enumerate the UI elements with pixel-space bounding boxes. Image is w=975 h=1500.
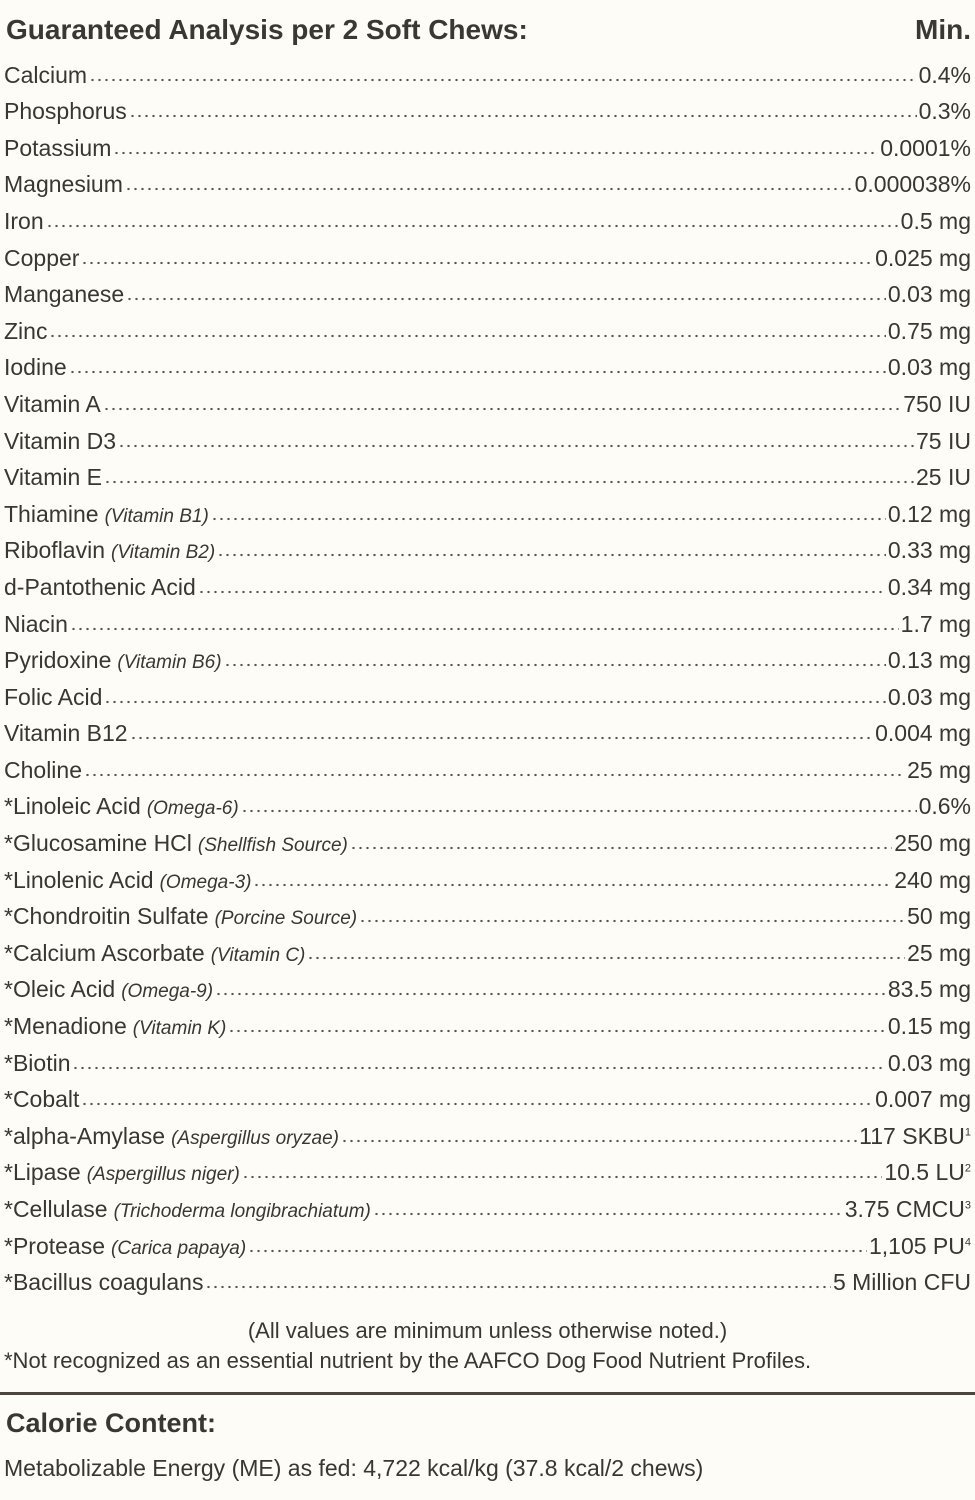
- nutrient-row: [4, 894, 971, 931]
- dot-leader: [113, 150, 878, 156]
- unit-footnote-marker: 3: [964, 1199, 971, 1212]
- nutrient-qualifier: (Vitamin B2): [111, 542, 216, 564]
- nutrient-row: [4, 1186, 971, 1223]
- nutrient-value-text: 0.75 mg: [887, 317, 971, 344]
- nutrient-value-text: 1,105 PU: [868, 1232, 965, 1259]
- nutrient-value: [875, 722, 971, 745]
- nutrient-value: [907, 756, 971, 783]
- dot-leader: [241, 808, 917, 814]
- dot-leader: [69, 369, 886, 375]
- nutrient-value-text: 0.000038%: [854, 171, 971, 198]
- nutrient-qualifier: (Porcine Source): [214, 908, 358, 930]
- nutrient-name: *Cellulase: [4, 1196, 108, 1222]
- nutrient-name: Niacin: [4, 610, 68, 637]
- nutrient-value: [887, 500, 971, 527]
- nutrient-name: Thiamine: [4, 500, 99, 527]
- min-column-label: Min.: [915, 14, 971, 45]
- nutrient-qualifier: (Aspergillus niger): [86, 1164, 240, 1186]
- nutrient-value-text: 0.007 mg: [875, 1086, 971, 1113]
- dot-leader: [103, 406, 901, 412]
- nutrient-row: [4, 601, 971, 638]
- dot-leader: [89, 77, 916, 83]
- nutrient-value: [887, 573, 971, 600]
- nutrient-value-text: 117 SKBU: [859, 1122, 965, 1149]
- section-divider: [0, 1392, 975, 1395]
- nutrient-value: [868, 1232, 971, 1259]
- nutrient-qualifier: (Aspergillus oryzae): [171, 1127, 339, 1149]
- dot-leader: [130, 735, 874, 741]
- nutrient-qualifier: (Vitamin C): [210, 944, 306, 966]
- nutrient-name: Riboflavin: [4, 537, 105, 564]
- nutrient-row: [4, 235, 971, 272]
- nutrient-row: [4, 674, 971, 711]
- nutrient-value-text: 0.03 mg: [887, 354, 971, 381]
- nutrient-value-text: 3.75 CMCU: [844, 1196, 965, 1222]
- nutrient-row: [4, 1223, 971, 1260]
- nutrient-name: Iodine: [4, 354, 67, 381]
- nutrient-name: *Protease: [4, 1232, 106, 1259]
- dot-leader: [373, 1211, 843, 1217]
- nutrient-name: Iron: [4, 207, 44, 234]
- nutrient-value-text: 0.004 mg: [875, 720, 971, 747]
- nutrient-name: Potassium: [4, 134, 112, 161]
- dot-leader: [104, 479, 914, 485]
- dot-leader: [129, 113, 917, 119]
- nutrient-name: Vitamin D3: [4, 427, 117, 454]
- nutrient-value: [894, 832, 971, 855]
- nutrient-value: [900, 610, 971, 637]
- dot-leader: [46, 223, 899, 229]
- nutrient-value: [855, 173, 971, 196]
- nutrient-value-text: 750 IU: [903, 390, 971, 417]
- nutrient-row: [4, 820, 971, 857]
- nutrient-row: [4, 784, 971, 821]
- nutrient-value: [918, 61, 971, 88]
- nutrient-name: Zinc: [4, 317, 48, 344]
- nutrient-qualifier: (Vitamin K): [132, 1018, 227, 1040]
- nutrient-value: [888, 283, 971, 306]
- nutrient-value: [887, 683, 971, 710]
- nutrient-value: [919, 795, 971, 818]
- nutrient-value-text: 0.33 mg: [887, 537, 971, 564]
- nutrient-row: [4, 747, 971, 784]
- nutrient-qualifier: (Vitamin B6): [117, 652, 222, 674]
- nutrient-value-text: 0.3%: [918, 98, 971, 125]
- nutrient-name: Choline: [4, 756, 82, 783]
- nutrient-row: [4, 1260, 971, 1297]
- nutrient-value-text: 0.025 mg: [875, 244, 971, 271]
- nutrient-qualifier: (Omega-6): [146, 798, 239, 820]
- minimum-values-note: (All values are minimum unless otherwise noted.): [247, 1318, 728, 1343]
- dot-leader: [341, 1138, 857, 1144]
- dot-leader: [104, 699, 885, 705]
- metabolizable-energy-line: Metabolizable Energy (ME) as fed: 4,722 kcal/kg (37.8 kcal/2 chews): [4, 1455, 704, 1481]
- nutrient-value-text: 75 IU: [916, 427, 971, 454]
- nutrient-row: [4, 308, 971, 345]
- dot-leader: [70, 626, 899, 632]
- dot-leader: [126, 296, 886, 302]
- nutrient-value: [875, 1088, 971, 1111]
- nutrient-row: [4, 564, 971, 601]
- dot-leader: [118, 443, 914, 449]
- nutrient-row: [4, 1003, 971, 1040]
- nutrient-value-text: 0.6%: [918, 793, 971, 820]
- nutrient-name: Calcium: [4, 61, 88, 88]
- nutrient-name: Vitamin B12: [4, 720, 128, 747]
- nutrient-value-text: 0.13 mg: [887, 647, 971, 674]
- nutrient-row: [4, 638, 971, 675]
- nutrient-name: Folic Acid: [4, 683, 103, 710]
- nutrient-value-text: 50 mg: [907, 903, 971, 930]
- nutrient-name: Vitamin E: [4, 464, 103, 491]
- nutrient-value-text: 250 mg: [894, 830, 971, 857]
- nutrient-value: [900, 207, 971, 234]
- nutrient-name: Manganese: [4, 281, 125, 308]
- nutrient-value: [833, 1271, 971, 1294]
- nutrient-qualifier: (Carica papaya): [111, 1237, 247, 1259]
- nutrient-name: Phosphorus: [4, 98, 127, 125]
- nutrient-value-text: 0.0001%: [880, 134, 971, 161]
- nutrient-row: [4, 381, 971, 418]
- nutrient-row: [4, 455, 971, 492]
- nutrient-value: [903, 390, 971, 417]
- nutrient-row: [4, 345, 971, 382]
- nutrient-name: *Chondroitin Sulfate: [4, 903, 209, 930]
- dot-leader: [72, 1065, 885, 1071]
- nutrient-name: d-Pantothenic Acid: [4, 573, 196, 600]
- nutrient-row: [4, 1150, 971, 1187]
- nutrient-value: [859, 1122, 971, 1149]
- nutrient-name: Pyridoxine: [4, 647, 112, 674]
- nutrient-value: [884, 1161, 971, 1184]
- dot-leader: [228, 1028, 886, 1034]
- nutrient-value-text: 0.03 mg: [887, 281, 971, 308]
- nutrient-name: *Biotin: [4, 1049, 71, 1076]
- nutrient-row: [4, 162, 971, 199]
- nutrient-value: [875, 244, 971, 271]
- nutrient-value: [888, 1015, 971, 1038]
- nutrient-qualifier: (Shellfish Source): [197, 835, 348, 857]
- nutrient-value-text: 0.15 mg: [887, 1013, 971, 1040]
- nutrient-value: [887, 317, 971, 344]
- dot-leader: [198, 589, 886, 595]
- dot-leader: [215, 991, 886, 997]
- nutrient-name: *Oleic Acid: [4, 976, 116, 1003]
- nutrient-name: *Glucosamine HCl: [4, 830, 192, 857]
- nutrient-value: [894, 866, 971, 893]
- nutrient-value-text: 5 Million CFU: [832, 1269, 971, 1296]
- nutrient-value: [907, 939, 971, 966]
- nutrient-value: [916, 427, 971, 454]
- nutrient-value-text: 0.4%: [918, 61, 971, 88]
- dot-leader: [217, 552, 886, 558]
- nutrient-value: [888, 356, 971, 379]
- nutrient-value: [887, 1049, 971, 1076]
- nutrient-value-text: 83.5 mg: [887, 976, 971, 1003]
- unit-footnote-marker: 2: [964, 1162, 971, 1175]
- dot-leader: [253, 882, 892, 888]
- nutrient-qualifier: (Trichoderma longibrachiatum): [113, 1201, 371, 1222]
- nutrient-value: [845, 1198, 971, 1221]
- nutrient-name: *Cobalt: [4, 1086, 80, 1113]
- nutrient-name: Vitamin A: [4, 390, 101, 417]
- dot-leader: [205, 1284, 831, 1290]
- nutrient-name: *Calcium Ascorbate: [4, 939, 205, 966]
- nutrient-row: [4, 967, 971, 1004]
- nutrient-name: *alpha-Amylase: [4, 1122, 166, 1149]
- nutrient-row: [4, 711, 971, 748]
- dot-leader: [125, 186, 853, 192]
- nutrient-row: [4, 418, 971, 455]
- nutrient-qualifier: (Omega-3): [159, 871, 252, 893]
- nutrient-row: [4, 198, 971, 235]
- nutrient-value-text: 0.5 mg: [900, 207, 971, 234]
- nutrient-row: [4, 857, 971, 894]
- dot-leader: [224, 662, 886, 668]
- nutrient-value-text: 10.5 LU: [884, 1159, 965, 1186]
- unit-footnote-marker: 1: [964, 1126, 971, 1139]
- nutrient-row: [4, 1040, 971, 1077]
- dot-leader: [242, 1174, 882, 1180]
- nutrient-name: *Linolenic Acid: [4, 866, 154, 893]
- dot-leader: [248, 1248, 867, 1254]
- calorie-content-title: Calorie Content:: [6, 1408, 217, 1438]
- unit-footnote-marker: 4: [964, 1235, 971, 1248]
- nutrient-value-text: 0.03 mg: [887, 1049, 971, 1076]
- nutrient-value-text: 25 IU: [916, 464, 971, 491]
- nutrient-row: [4, 930, 971, 967]
- nutrient-list: [4, 52, 971, 1296]
- dot-leader: [84, 772, 905, 778]
- nutrient-name: Magnesium: [4, 171, 123, 198]
- nutrient-value: [888, 539, 971, 562]
- nutrient-value-text: 0.03 mg: [887, 683, 971, 710]
- nutrient-value: [888, 649, 971, 672]
- nutrient-value-text: 25 mg: [907, 939, 971, 966]
- aafco-footnote: *Not recognized as an essential nutrient by the AAFCO Dog Food Nutrient Profiles.: [4, 1348, 812, 1373]
- nutrient-row: [4, 1077, 971, 1114]
- dot-leader: [211, 516, 886, 522]
- dot-leader: [81, 1101, 873, 1107]
- nutrient-value: [916, 466, 971, 489]
- nutrient-row: [4, 52, 971, 89]
- dot-leader: [81, 260, 873, 266]
- nutrient-name: *Menadione: [4, 1013, 127, 1040]
- nutrient-value: [907, 905, 971, 928]
- nutrient-value-text: 0.34 mg: [887, 573, 971, 600]
- nutrient-row: [4, 528, 971, 565]
- nutrient-qualifier: (Vitamin B1): [104, 505, 209, 527]
- nutrient-name: *Lipase: [4, 1159, 81, 1186]
- nutrient-row: [4, 491, 971, 528]
- nutrient-row: [4, 272, 971, 309]
- nutrient-value: [919, 100, 971, 123]
- nutrient-value-text: 0.12 mg: [887, 500, 971, 527]
- analysis-header: [6, 6, 971, 46]
- analysis-title: Guaranteed Analysis per 2 Soft Chews:: [6, 14, 528, 45]
- nutrient-name: *Linoleic Acid: [4, 793, 141, 820]
- dot-leader: [49, 333, 885, 339]
- nutrient-value: [888, 978, 971, 1001]
- nutrient-value-text: 25 mg: [907, 756, 971, 783]
- nutrient-row: [4, 89, 971, 126]
- nutrient-value: [880, 134, 971, 161]
- nutrient-name: Copper: [4, 244, 80, 271]
- dot-leader: [307, 955, 905, 961]
- nutrient-value-text: 1.7 mg: [900, 610, 971, 637]
- nutrient-qualifier: (Omega-9): [121, 981, 214, 1003]
- dot-leader: [359, 918, 905, 924]
- nutrient-name: *Bacillus coagulans: [4, 1269, 204, 1296]
- nutrient-row: [4, 1113, 971, 1150]
- nutrient-value-text: 240 mg: [894, 866, 971, 893]
- nutrient-row: [4, 125, 971, 162]
- dot-leader: [350, 845, 892, 851]
